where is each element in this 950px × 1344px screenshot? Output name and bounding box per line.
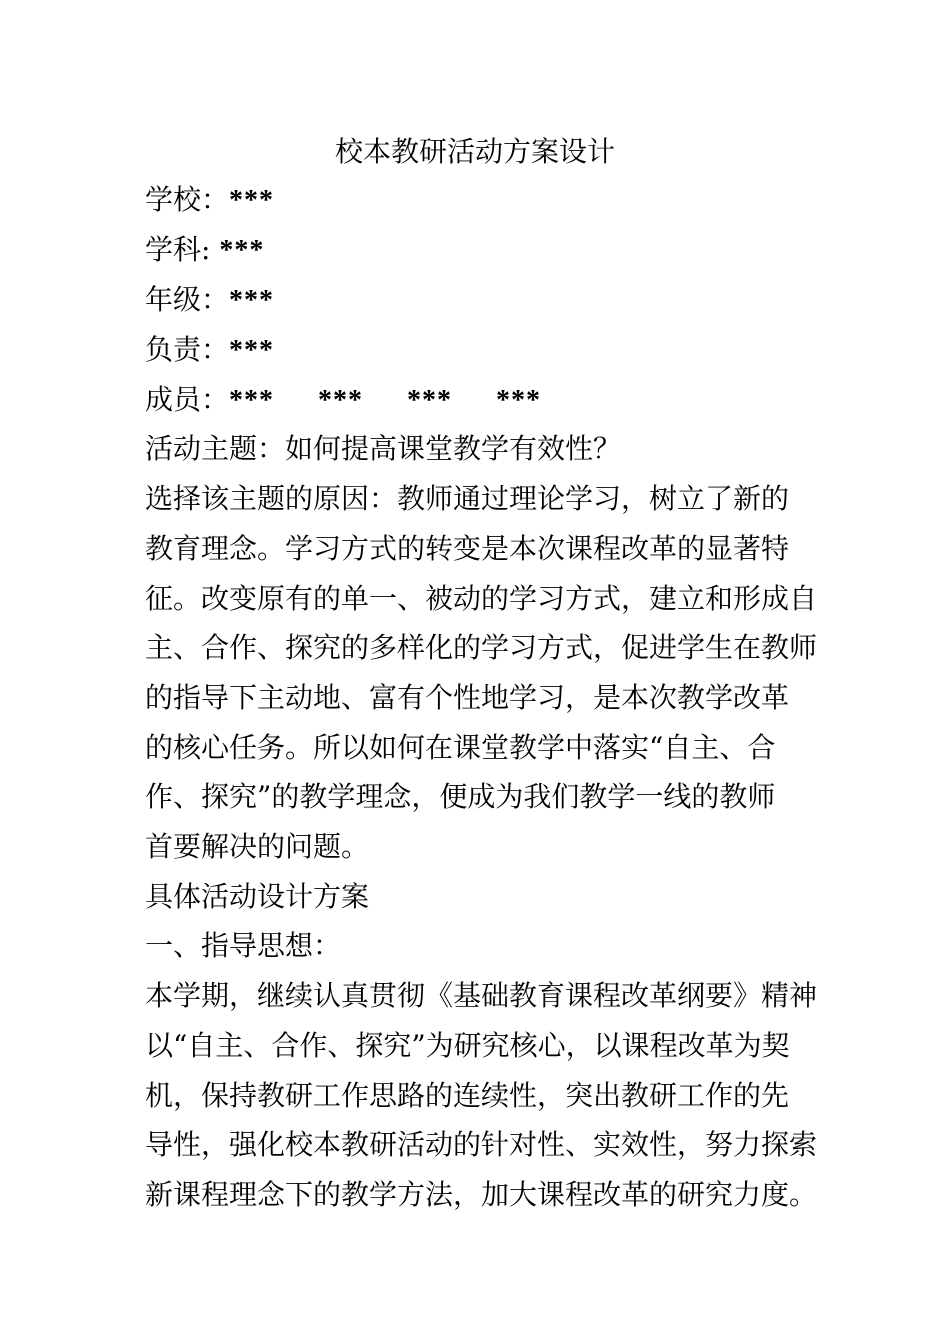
reason-line: 教育理念。学习方式的转变是本次课程改革的显著特 xyxy=(145,532,790,565)
reason-line: 征。改变原有的单一、被动的学习方式，建立和形成自 xyxy=(145,582,818,615)
section-line: 导性，强化校本教研活动的针对性、实效性，努力探索 xyxy=(145,1128,818,1161)
members-label: 成员： xyxy=(145,383,230,416)
lead-label: 负责： xyxy=(145,333,230,366)
reason-line: 的指导下主动地、富有个性地学习，是本次教学改革 xyxy=(145,681,790,714)
lead-field xyxy=(145,330,825,371)
reason-line: 选择该主题的原因：教师通过理论学习，树立了新的 xyxy=(145,482,790,515)
school-label: 学校： xyxy=(145,183,230,216)
reason-line: 首要解决的问题。 xyxy=(145,830,370,863)
school-field xyxy=(145,180,825,221)
document-title: 校本教研活动方案设计 xyxy=(334,135,615,168)
section-heading: 一、指导思想： xyxy=(145,929,342,962)
theme-line: 活动主题：如何提高课堂教学有效性？ xyxy=(145,432,622,465)
reason-line: 作、探究”的教学理念，便成为我们教学一线的教师 xyxy=(145,780,776,813)
school-value: *** xyxy=(229,185,275,216)
section-line: 新课程理念下的教学方法，加大课程改革的研究力度。 xyxy=(145,1178,818,1211)
grade-label: 年级： xyxy=(145,283,230,316)
grade-value: *** xyxy=(229,285,275,316)
member-value: *** xyxy=(318,385,364,416)
section-line: 机，保持教研工作思路的连续性，突出教研工作的先 xyxy=(145,1079,790,1112)
section-line: 本学期，继续认真贯彻《基础教育课程改革纲要》精神 xyxy=(145,979,818,1012)
subject-field xyxy=(145,230,825,271)
subject-value: *** xyxy=(219,235,265,266)
grade-field xyxy=(145,280,825,321)
reason-line: 主、合作、探究的多样化的学习方式，促进学生在教师 xyxy=(145,631,818,664)
plan-heading: 具体活动设计方案 xyxy=(145,880,370,913)
member-value: *** xyxy=(496,385,542,416)
lead-value: *** xyxy=(229,335,275,366)
member-value: *** xyxy=(407,385,453,416)
section-line: 以“自主、合作、探究”为研究核心，以课程改革为契 xyxy=(145,1029,790,1062)
reason-line: 的核心任务。所以如何在课堂教学中落实“自主、合 xyxy=(145,731,776,764)
subject-label: 学科: xyxy=(145,233,211,266)
member-value: *** xyxy=(229,385,275,416)
members-field xyxy=(145,380,825,421)
